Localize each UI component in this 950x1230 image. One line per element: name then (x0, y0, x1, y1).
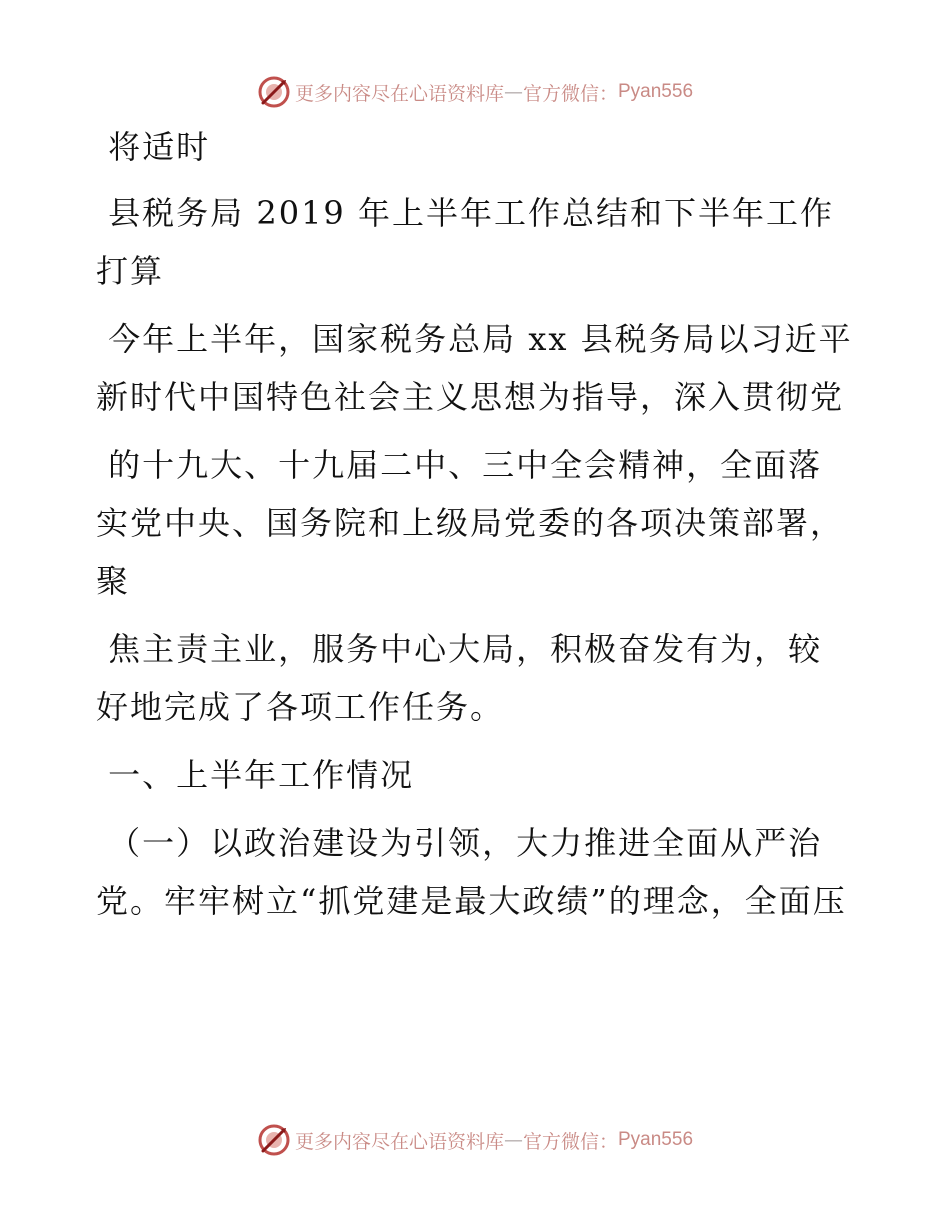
watermark-wechat-label: 官方微信： (522, 82, 618, 105)
watermark-wechat-label: 官方微信： (522, 1130, 618, 1153)
paragraph: 焦主责主业，服务中心大局，积极奋发有为，较好地完成了各项工作任务。 (96, 630, 823, 726)
watermark-separator: — (503, 81, 523, 103)
paragraph: 今年上半年，国家税务总局 xx 县税务局以习近平新时代中国特色社会主义思想为指导，深入贯彻党 (96, 320, 853, 416)
footer-watermark (0, 1120, 950, 1160)
watermark-wechat-id: Pyan556 (618, 1129, 694, 1150)
paragraph: 将适时 (96, 128, 211, 166)
watermark-separator: — (503, 1129, 523, 1151)
watermark-main-text: 更多内容尽在心语资料库 (294, 82, 504, 105)
brush-logo-icon (257, 1123, 291, 1157)
paragraph: （一）以政治建设为引领，大力推进全面从严治党。牢牢树立“抓党建是最大政绩”的理念，全面压 (96, 824, 847, 920)
document-title: 县税务局 2019 年上半年工作总结和下半年工作打算 (96, 194, 834, 290)
watermark-wechat-id: Pyan556 (618, 81, 694, 102)
watermark-main-text: 更多内容尽在心语资料库 (294, 1130, 504, 1153)
paragraph: 的十九大、十九届二中、三中全会精神，全面落实党中央、国务院和上级局党委的各项决策部署，聚 (96, 446, 845, 600)
document-body (96, 118, 856, 940)
brush-logo-icon (257, 75, 291, 109)
header-watermark (0, 72, 950, 112)
section-heading: 一、上半年工作情况 (96, 756, 415, 794)
